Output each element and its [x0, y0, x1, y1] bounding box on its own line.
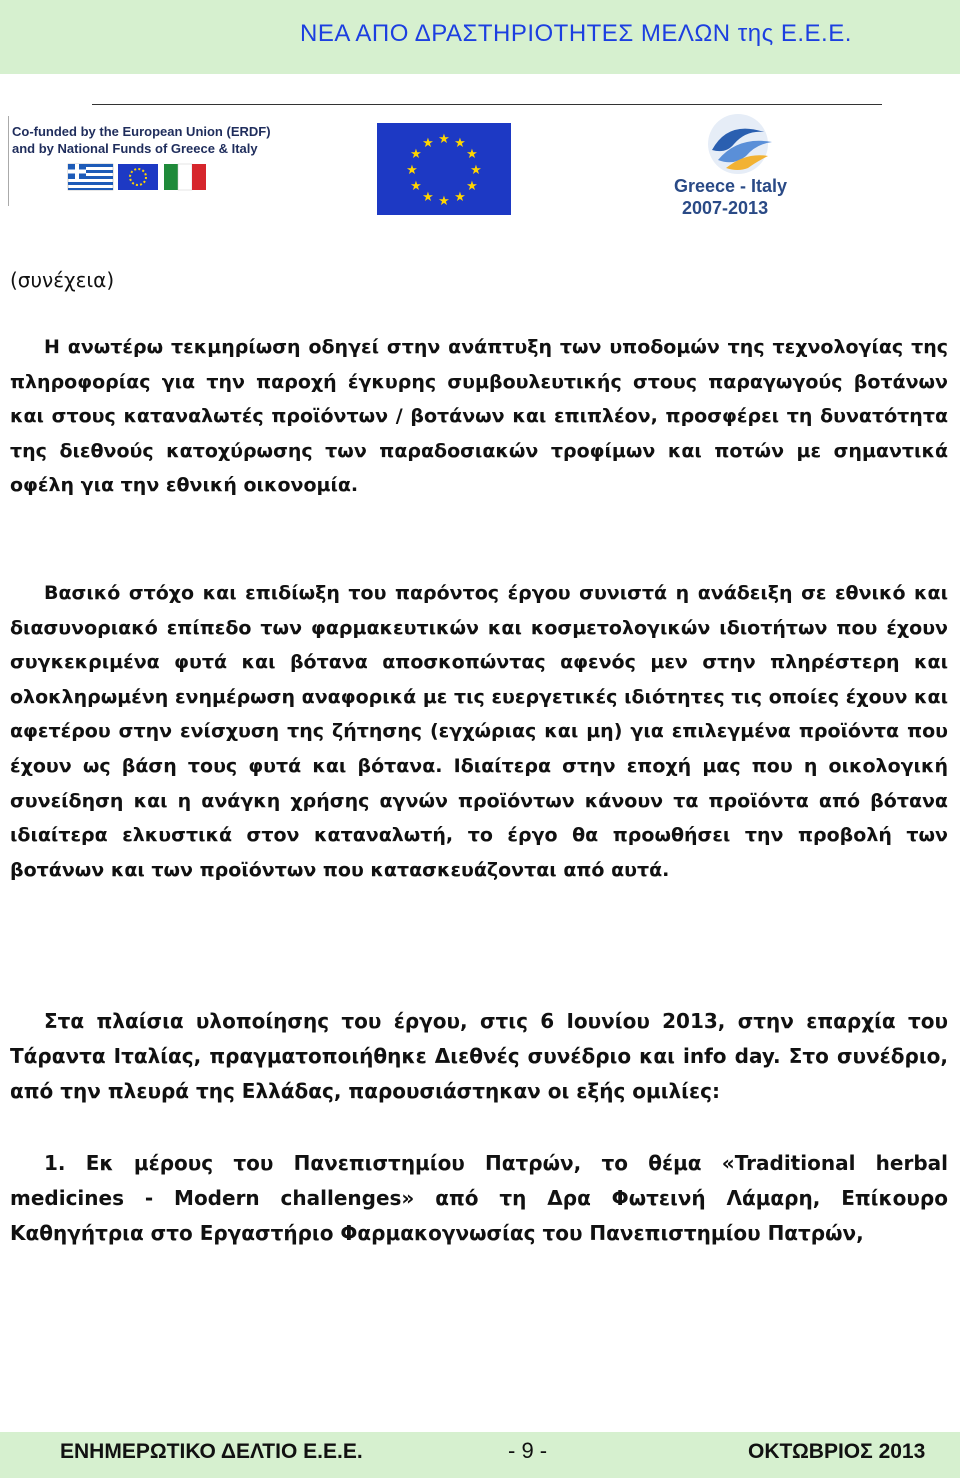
svg-text:★: ★ [406, 163, 418, 178]
greek-flag-icon [68, 164, 113, 190]
svg-text:★: ★ [454, 190, 466, 205]
svg-text:★: ★ [438, 132, 450, 147]
erdf-cofunding-logo [8, 116, 271, 206]
footer-issue-date: ΟΚΤΩΒΡΙΟΣ 2013 [748, 1440, 926, 1463]
svg-text:★: ★ [410, 147, 422, 162]
italian-flag-icon [164, 164, 206, 190]
paragraph-1: Η ανωτέρω τεκμηρίωση οδηγεί στην ανάπτυξη των υποδομών της τεχνολογίας της πληροφορίας για την παροχή έγκυρης συμβουλευτικής στους παραγωγούς βοτάνων και στους καταναλωτές προϊόντων / βοτάνων και επιπλέον, προσφέρει τη δυνατότητα της διεθνούς κατοχύρωσης των παραδοσιακών τροφίμων και ποτών με σημαντικά οφέλη για την εθνική οικονομία. [10, 336, 948, 497]
svg-text:★: ★ [438, 194, 450, 209]
footer-newsletter-name: ΕΝΗΜΕΡΩΤΙΚΟ ΔΕΛΤΙΟ Ε.Ε.Ε. [60, 1440, 363, 1463]
erdf-logo-line1: Co-funded by the European Union (ERDF) [12, 124, 271, 139]
footer-page-number: - 9 - [508, 1438, 548, 1463]
eu-flag-icon [118, 164, 158, 190]
svg-text:★: ★ [454, 136, 466, 151]
paragraph-4-list-item: 1. Εκ μέρους του Πανεπιστημίου Πατρών, το θέμα «Traditional herbal medicines - Modern challenges» από τη Δρα Φωτεινή Λάμαρη, Επίκουρο Καθηγήτρια στο Εργαστήριο Φαρμακογνωσίας του Πανεπιστημίου Πατρών, [10, 1151, 948, 1245]
eu-stars-icon [377, 123, 511, 215]
paragraph-2: Βασικό στόχο και επιδίωξη του παρόντος έργου συνιστά η ανάδειξη σε εθνικό και διασυνοριακό επίπεδο των φαρμακευτικών και κοσμετολογικών ιδιοτήτων που έχουν συγκεκριμένα φυτά και βότανα αποσκοπώντας αφενός μεν στην πληρέστερη και ολοκληρωμένη ενημέρωση αναφορικά με τις ευεργετικές ιδιότητες τις οποίες έχουν και αφετέρου στην ενίσχυση της ζήτησης (εγχώριας και μη) για επιλεγμένα προϊόντα που έχουν ως βάση τους φυτά και βότανα. Ιδιαίτερα στην εποχή μας που η οικολογική συνείδηση και η ανάγκη χρήσης αγνών προϊόντων κάνουν τα προϊόντα από βότανα ιδιαίτερα ελκυστικά στον καταναλωτή, το έργο θα προωθήσει την προβολή των βοτάνων και των προϊόντων που κατασκευάζονται από αυτά. [10, 582, 948, 881]
eu-flag-logo [377, 123, 511, 215]
erdf-logo-line2: and by National Funds of Greece & Italy [12, 141, 258, 156]
svg-text:★: ★ [470, 163, 482, 178]
svg-text:★: ★ [410, 179, 422, 194]
svg-text:★: ★ [422, 190, 434, 205]
greece-italy-programme-logo [668, 110, 808, 220]
paragraph-3: Στα πλαίσια υλοποίησης του έργου, στις 6 Ιουνίου 2013, στην επαρχία του Τάραντα Ιταλίας, πραγματοποιήθηκε Διεθνές συνέδριο και info day. Στο συνέδριο, από την πλευρά της Ελλάδας, παρουσιάστηκαν οι εξής ομιλίες: [10, 1009, 948, 1103]
greece-italy-logo-line1: Greece - Italy [674, 176, 788, 196]
svg-text:★: ★ [466, 179, 478, 194]
continued-label: (συνέχεια) [10, 268, 115, 292]
svg-text:★: ★ [466, 147, 478, 162]
svg-text:★: ★ [422, 136, 434, 151]
section-title: ΝΕΑ ΑΠΟ ΔΡΑΣΤΗΡΙΟΤΗΤΕΣ ΜΕΛΩΝ της Ε.Ε.Ε. [300, 20, 852, 47]
header-divider [92, 104, 882, 105]
greece-italy-swirl-icon [668, 110, 808, 180]
greece-italy-logo-line2: 2007-2013 [682, 198, 769, 218]
